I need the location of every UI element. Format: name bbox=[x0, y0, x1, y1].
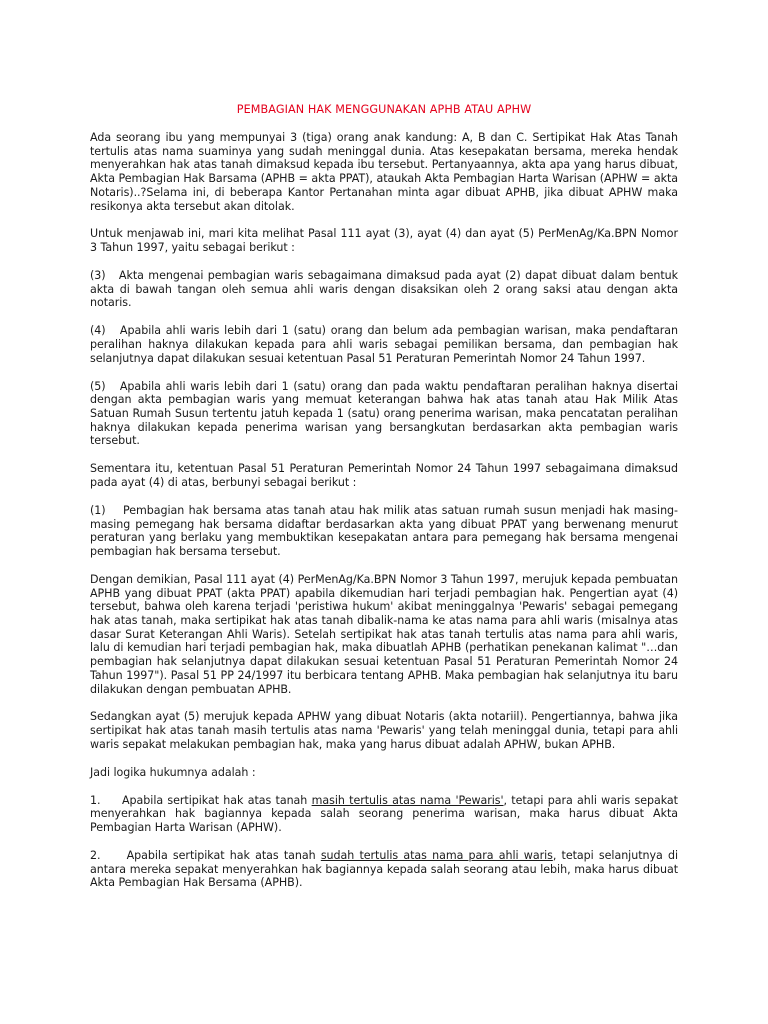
paragraph-pasal-51-ayat-1 bbox=[90, 504, 678, 559]
ayat-3-text: Akta mengenai pembagian waris sebagaimana dimaksud pada ayat (2) dapat dibuat dalam bentuk akta di bawah tangan oleh semua ahli waris dengan disaksikan oleh 2 orang saksi atau dengan akta notaris. bbox=[90, 269, 678, 310]
ayat-5-number: (5) bbox=[90, 379, 106, 393]
logic-item-2-underline: sudah tertulis atas nama para ahli waris bbox=[320, 848, 553, 862]
logic-item-2-text-b: , tetapi selanjutnya di antara mereka sepakat menyerahkan hak bagiannya kepada salah seorang atau lebih, maka harus dibuat Akta Pembagian Hak Bersama (APHB). bbox=[90, 848, 678, 890]
logic-item-2-number: 2. bbox=[90, 848, 101, 862]
ayat-5-text: Apabila ahli waris lebih dari 1 (satu) orang dan pada waktu pendaftaran peralihan haknya disertai dengan akta pembagian waris yang memuat keterangan bahwa hak atas tanah atau Hak Milik Atas Satuan Rumah Susun tertentu jatuh kepada 1 (satu) orang penerima warisan, maka pencatatan peralihan haknya dilakukan kepada penerima warisan yang bersangkutan berdasarkan akta pembagian waris tersebut. bbox=[90, 379, 678, 448]
paragraph-ayat-5 bbox=[90, 380, 678, 449]
ayat-1-text: Pembagian hak bersama atas tanah atau hak milik atas satuan rumah susun menjadi hak masing-masing pemegang hak bersama didaftar berdasarkan akta yang dibuat PPAT yang berwenang menurut peraturan yang berlaku yang membuktikan kesepakatan antara para pemegang hak bersama mengenai pembagian hak bersama tersebut. bbox=[90, 503, 678, 558]
logic-item-2 bbox=[90, 849, 678, 890]
ayat-1-number: (1) bbox=[90, 503, 106, 517]
paragraph-pasal-51: Sementara itu, ketentuan Pasal 51 Peraturan Pemerintah Nomor 24 Tahun 1997 sebagaimana dimaksud pada ayat (4) di atas, berbunyi sebagai berikut : bbox=[90, 462, 678, 489]
logic-item-1-text-a: Apabila sertipikat hak atas tanah bbox=[122, 793, 312, 807]
document-body bbox=[90, 131, 678, 904]
paragraph-logic-heading: Jadi logika hukumnya adalah : bbox=[90, 765, 256, 779]
logic-item-2-text-a: Apabila sertipikat hak atas tanah bbox=[126, 848, 321, 862]
paragraph-aphw-explanation: Sedangkan ayat (5) merujuk kepada APHW yang dibuat Notaris (akta notariil). Pengertiannya, bahwa jika sertipikat hak atas tanah masih tertulis atas nama 'Pewaris' yang telah meninggal dunia, tetapi para ahli waris sepakat melakukan pembagian hak, maka yang harus dibuat adalah APHW, bukan APHB. bbox=[90, 710, 678, 751]
logic-item-1-underline: masih tertulis atas nama 'Pewaris' bbox=[311, 793, 504, 807]
paragraph-ayat-4 bbox=[90, 324, 678, 365]
logic-item-1 bbox=[90, 794, 678, 835]
paragraph-pasal-111: Untuk menjawab ini, mari kita melihat Pasal 111 ayat (3), ayat (4) dan ayat (5) PerMenAg/Ka.BPN Nomor 3 Tahun 1997, yaitu sebagai berikut : bbox=[90, 227, 678, 255]
paragraph-ayat-3 bbox=[90, 269, 678, 310]
ayat-4-number: (4) bbox=[90, 324, 106, 338]
logic-item-1-number: 1. bbox=[90, 793, 101, 807]
paragraph-intro: Ada seorang ibu yang mempunyai 3 (tiga) orang anak kandung: A, B dan C. Sertipikat Hak Atas Tanah tertulis atas nama suaminya yang sudah meninggal dunia. Atas kesepakatan bersama, mereka hendak menyerahkan hak atas tanah dimaksud kepada ibu tersebut. Pertanyaannya, akta apa yang harus dibuat, Akta Pembagian Hak Barsama (APHB = akta PPAT), ataukah Akta Pembagian Harta Warisan (APHW = akta Notaris)..?Selama ini, di beberapa Kantor Pertanahan minta agar dibuat APHB, jika dibuat APHW maka resikonya akta tersebut akan ditolak. bbox=[90, 131, 678, 213]
logic-item-1-text-b: , tetapi para ahli waris sepakat menyerahkan hak bagiannya kepada salah seorang penerima warisan, maka harus dibuat Akta Pembagian Harta Warisan (APHW). bbox=[90, 793, 678, 834]
document-title: PEMBAGIAN HAK MENGGUNAKAN APHB ATAU APHW bbox=[236, 103, 532, 116]
ayat-3-number: (3) bbox=[90, 269, 106, 282]
ayat-4-text: Apabila ahli waris lebih dari 1 (satu) orang dan belum ada pembagian warisan, maka pendaftaran peralihan haknya dilakukan kepada para ahli waris sebagai pemilikan bersama, dan pembagian hak selanjutnya dapat dilakukan sesuai ketentuan Pasal 51 Peraturan Pemerintah Nomor 24 Tahun 1997. bbox=[90, 324, 678, 365]
paragraph-aphb-explanation: Dengan demikian, Pasal 111 ayat (4) PerMenAg/Ka.BPN Nomor 3 Tahun 1997, merujuk kepada pembuatan APHB yang dibuat PPAT (akta PPAT) apabila dikemudian hari terjadi pembagian hak. Pengertian ayat (4) tersebut, bahwa oleh karena terjadi 'peristiwa hukum' akibat meninggalnya 'Pewaris' sebagai pemegang hak atas tanah, maka sertipikat hak atas tanah dibalik-nama ke atas nama para ahli waris (misalnya atas dasar Surat Keterangan Ahli Waris). Setelah sertipikat hak atas tanah tertulis atas nama para ahli waris, lalu di kemudian hari terjadi pembagian hak, maka dibuatlah APHB (perhatikan penekanan kalimat "…dan pembagian hak selanjutnya dapat dilakukan sesuai ketentuan Pasal 51 Peraturan Pemerintah Nomor 24 Tahun 1997"). Pasal 51 PP 24/1997 itu berbicara tentang APHB. Maka pembagian hak selanjutnya itu baru dilakukan dengan pembuatan APHB. bbox=[90, 572, 678, 696]
